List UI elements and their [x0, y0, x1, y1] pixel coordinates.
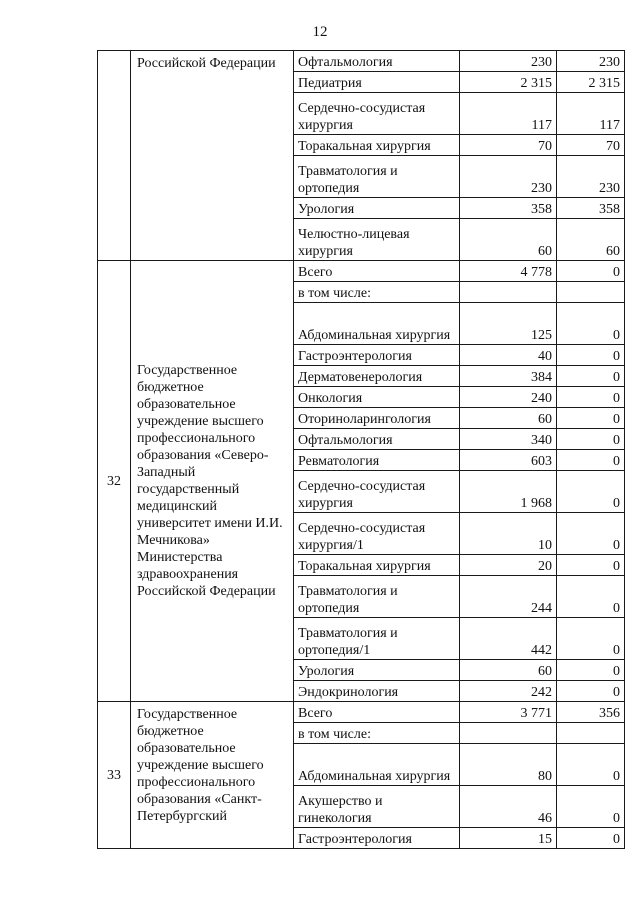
specialty-cell: Урология [294, 198, 460, 219]
quota-secondary-cell: 0 [557, 366, 625, 387]
quota-total-cell: 340 [460, 429, 557, 450]
quota-total-cell [460, 282, 557, 303]
page-number: 12 [312, 24, 328, 40]
quota-total-cell: 384 [460, 366, 557, 387]
specialty-cell: Абдоминальная хирургия [294, 303, 460, 345]
quota-total-cell: 10 [460, 513, 557, 555]
quota-secondary-cell: 0 [557, 408, 625, 429]
quota-secondary-cell: 0 [557, 576, 625, 618]
specialty-cell: Эндокринология [294, 681, 460, 702]
specialty-cell: Гастроэнтерология [294, 345, 460, 366]
quota-secondary-cell: 0 [557, 303, 625, 345]
quota-total-cell: 20 [460, 555, 557, 576]
quota-secondary-cell: 358 [557, 198, 625, 219]
table-row [98, 51, 625, 72]
quota-secondary-cell: 2 315 [557, 72, 625, 93]
organization-cell: Российской Федерации [131, 51, 294, 261]
specialty-cell: Онкология [294, 387, 460, 408]
quota-secondary-cell: 0 [557, 660, 625, 681]
quota-secondary-cell: 0 [557, 471, 625, 513]
quota-secondary-cell: 0 [557, 681, 625, 702]
specialty-cell: Педиатрия [294, 72, 460, 93]
quota-secondary-cell: 0 [557, 345, 625, 366]
quota-secondary-cell: 117 [557, 93, 625, 135]
allocation-table [97, 50, 625, 849]
quota-secondary-cell [557, 723, 625, 744]
row-number-cell [98, 51, 131, 261]
specialty-cell: Всего [294, 261, 460, 282]
quota-secondary-cell: 0 [557, 261, 625, 282]
specialty-cell: Травматология и ортопедия/1 [294, 618, 460, 660]
quota-secondary-cell: 230 [557, 156, 625, 198]
specialty-cell: Сердечно-сосудистая хирургия [294, 471, 460, 513]
quota-secondary-cell: 0 [557, 387, 625, 408]
specialty-cell: Дерматовенерология [294, 366, 460, 387]
quota-total-cell: 442 [460, 618, 557, 660]
organization-cell: Государственное бюджетное образовательное учреждение высшего профессионального образования «Санкт-Петербургский [131, 702, 294, 849]
quota-total-cell: 125 [460, 303, 557, 345]
quota-secondary-cell: 0 [557, 828, 625, 849]
table-body [98, 51, 625, 849]
quota-total-cell [460, 723, 557, 744]
specialty-cell: Оториноларингология [294, 408, 460, 429]
quota-total-cell: 240 [460, 387, 557, 408]
quota-total-cell: 242 [460, 681, 557, 702]
quota-secondary-cell: 0 [557, 555, 625, 576]
specialty-cell: Сердечно-сосудистая хирургия [294, 93, 460, 135]
quota-total-cell: 60 [460, 660, 557, 681]
quota-secondary-cell: 0 [557, 744, 625, 786]
quota-secondary-cell: 0 [557, 513, 625, 555]
quota-secondary-cell: 0 [557, 786, 625, 828]
quota-secondary-cell [557, 282, 625, 303]
quota-total-cell: 117 [460, 93, 557, 135]
specialty-cell: Урология [294, 660, 460, 681]
quota-secondary-cell: 70 [557, 135, 625, 156]
table-row [98, 702, 625, 723]
quota-secondary-cell: 0 [557, 618, 625, 660]
quota-total-cell: 15 [460, 828, 557, 849]
row-number-cell: 32 [98, 261, 131, 702]
quota-secondary-cell: 356 [557, 702, 625, 723]
quota-total-cell: 1 968 [460, 471, 557, 513]
specialty-cell: Сердечно-сосудистая хирургия/1 [294, 513, 460, 555]
specialty-cell: Травматология и ортопедия [294, 156, 460, 198]
specialty-cell: Ревматология [294, 450, 460, 471]
row-number-cell: 33 [98, 702, 131, 849]
specialty-cell: Гастроэнтерология [294, 828, 460, 849]
quota-total-cell: 4 778 [460, 261, 557, 282]
quota-secondary-cell: 0 [557, 429, 625, 450]
quota-total-cell: 603 [460, 450, 557, 471]
specialty-cell: Акушерство и гинекология [294, 786, 460, 828]
specialty-cell: Всего [294, 702, 460, 723]
specialty-cell: Офтальмология [294, 429, 460, 450]
quota-total-cell: 60 [460, 219, 557, 261]
specialty-cell: Травматология и ортопедия [294, 576, 460, 618]
organization-cell: Государственное бюджетное образовательное учреждение высшего профессионального образования «Северо-Западный государственный медицинский университет имени И.И. Мечникова» Министерства здравоохранения Российской Федерации [131, 261, 294, 702]
quota-total-cell: 46 [460, 786, 557, 828]
quota-total-cell: 60 [460, 408, 557, 429]
quota-secondary-cell: 230 [557, 51, 625, 72]
specialty-cell: Абдоминальная хирургия [294, 744, 460, 786]
table-row [98, 261, 625, 282]
quota-secondary-cell: 60 [557, 219, 625, 261]
quota-total-cell: 40 [460, 345, 557, 366]
quota-total-cell: 3 771 [460, 702, 557, 723]
quota-total-cell: 2 315 [460, 72, 557, 93]
specialty-cell: Офтальмология [294, 51, 460, 72]
specialty-cell: Торакальная хирургия [294, 555, 460, 576]
specialty-cell: в том числе: [294, 723, 460, 744]
specialty-cell: в том числе: [294, 282, 460, 303]
quota-total-cell: 230 [460, 156, 557, 198]
quota-total-cell: 358 [460, 198, 557, 219]
quota-total-cell: 80 [460, 744, 557, 786]
quota-total-cell: 244 [460, 576, 557, 618]
quota-total-cell: 70 [460, 135, 557, 156]
specialty-cell: Челюстно-лицевая хирургия [294, 219, 460, 261]
quota-total-cell: 230 [460, 51, 557, 72]
quota-secondary-cell: 0 [557, 450, 625, 471]
specialty-cell: Торакальная хирургия [294, 135, 460, 156]
